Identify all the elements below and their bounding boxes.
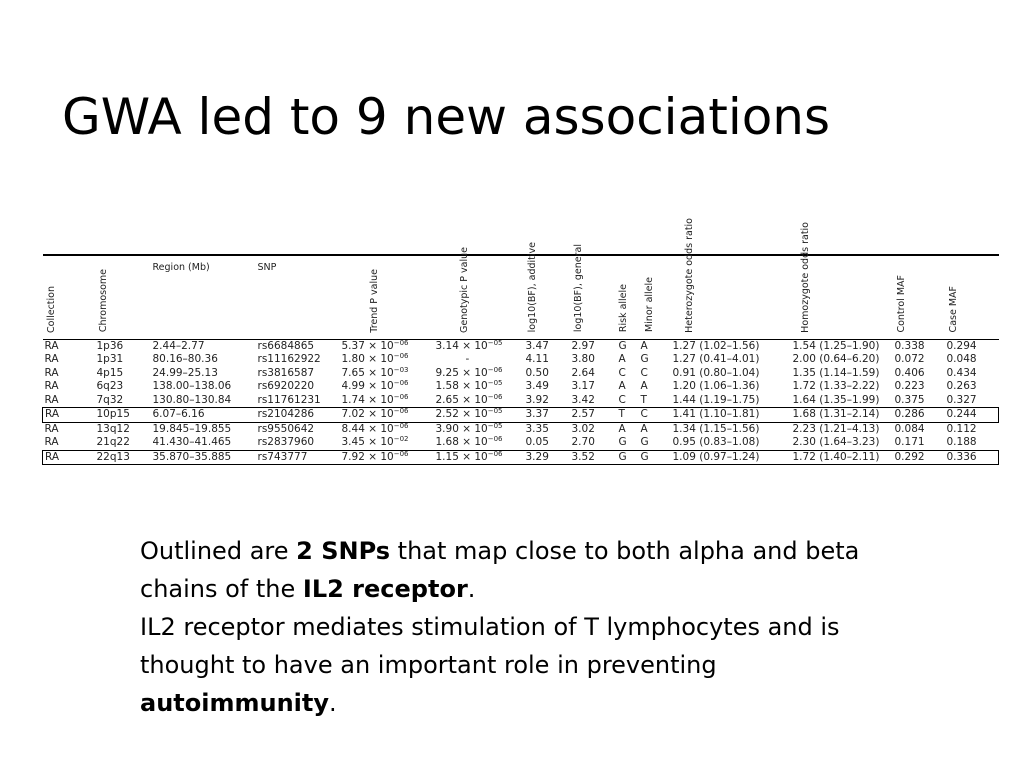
cell-het-or: 1.27 (0.41–4.01) <box>672 353 760 366</box>
cell-trend-p: $7.65 \times 10^{-03}$ <box>341 365 409 379</box>
cell-genotypic-p: - <box>465 353 470 366</box>
cell-bf-general: 3.17 <box>571 380 595 393</box>
cell-collection: RA <box>44 380 59 393</box>
cell-control-maf: 0.406 <box>894 366 925 379</box>
cell-trend-p: $3.45 \times 10^{-02}$ <box>341 435 409 449</box>
slide-body-text <box>140 532 900 722</box>
cell-risk-allele: G <box>617 450 639 465</box>
cell-region: 35.870–35.885 <box>151 450 256 465</box>
cell-case-maf: 0.327 <box>946 393 977 406</box>
cell-risk-allele: G <box>618 339 627 352</box>
col-header-bf-general: log10(BF), general <box>570 255 617 339</box>
cell-risk-allele: G <box>618 436 627 449</box>
cell-region: 6.07–6.16 <box>151 408 256 423</box>
cell-het-or: 0.91 (0.80–1.04) <box>672 366 760 379</box>
cell-collection: RA <box>44 353 59 366</box>
cell-genotypic-p: $1.15 \times 10^{-06}$ <box>434 450 524 465</box>
cell-bf-additive: 4.11 <box>525 353 549 366</box>
col-header-collection: Collection <box>43 255 95 339</box>
cell-control-maf: 0.223 <box>894 380 925 393</box>
cell-bf-general: 3.42 <box>571 393 595 406</box>
table-row <box>43 450 999 465</box>
cell-het-or: 1.34 (1.15–1.56) <box>672 422 760 435</box>
bold-2-snps: 2 SNPs <box>296 537 391 565</box>
cell-collection: RA <box>44 436 59 449</box>
cell-minor-allele: G <box>639 450 671 465</box>
table-row <box>43 408 999 423</box>
cell-genotypic-p: $2.65 \times 10^{-06}$ <box>435 392 503 406</box>
col-header-region: Region (Mb) <box>151 255 256 339</box>
table-row <box>43 353 999 367</box>
cell-hom-or: 1.35 (1.14–1.59) <box>792 366 880 379</box>
cell-risk-allele: C <box>618 366 626 379</box>
cell-bf-additive: 3.47 <box>525 339 549 352</box>
cell-control-maf: 0.286 <box>893 408 945 423</box>
cell-snp: rs2837960 <box>257 436 315 449</box>
col-header-genotypic-p: Genotypic P value <box>434 255 524 339</box>
cell-risk-allele: A <box>618 380 626 393</box>
cell-collection: RA <box>44 366 59 379</box>
cell-chromosome: 10p15 <box>95 408 151 423</box>
col-header-risk-allele: Risk allele <box>617 255 639 339</box>
cell-collection: RA <box>43 450 95 465</box>
cell-hom-or: 1.72 (1.40–2.11) <box>791 450 893 465</box>
cell-minor-allele: C <box>640 366 648 379</box>
table-row <box>43 339 999 353</box>
cell-hom-or: 2.23 (1.21–4.13) <box>792 422 880 435</box>
cell-case-maf: 0.244 <box>945 408 999 423</box>
cell-case-maf: 0.336 <box>945 450 999 465</box>
cell-trend-p: $7.02 \times 10^{-06}$ <box>340 408 434 423</box>
cell-hom-or: 1.64 (1.35–1.99) <box>792 393 880 406</box>
cell-bf-general: 2.57 <box>570 408 617 423</box>
cell-chromosome: 22q13 <box>95 450 151 465</box>
bold-autoimmunity: autoimmunity <box>140 689 329 717</box>
results-table <box>42 217 999 465</box>
gwas-results-table <box>42 217 998 494</box>
cell-hom-or: 1.54 (1.25–1.90) <box>792 339 880 352</box>
cell-bf-additive: 3.49 <box>525 380 549 393</box>
col-header-case-maf: Case MAF <box>945 255 999 339</box>
cell-chromosome: 6q23 <box>96 380 124 393</box>
cell-control-maf: 0.072 <box>894 353 925 366</box>
cell-collection: RA <box>43 408 95 423</box>
table-row <box>43 422 999 436</box>
cell-snp: rs3816587 <box>257 366 315 379</box>
cell-bf-additive: 3.29 <box>524 450 570 465</box>
cell-risk-allele: A <box>618 353 626 366</box>
cell-trend-p: $1.74 \times 10^{-06}$ <box>341 392 409 406</box>
cell-bf-general: 3.52 <box>570 450 617 465</box>
bold-il2-receptor: IL2 receptor <box>302 575 468 603</box>
cell-hom-or: 1.72 (1.33–2.22) <box>792 380 880 393</box>
cell-bf-additive: 3.37 <box>524 408 570 423</box>
cell-region: 138.00–138.06 <box>152 380 232 393</box>
cell-minor-allele: A <box>640 422 648 435</box>
table-row <box>43 394 999 408</box>
cell-genotypic-p: $1.68 \times 10^{-06}$ <box>435 435 503 449</box>
cell-case-maf: 0.294 <box>946 339 977 352</box>
cell-risk-allele: T <box>617 408 639 423</box>
cell-snp: rs2104286 <box>256 408 340 423</box>
table-row <box>43 367 999 381</box>
cell-het-or: 1.09 (0.97–1.24) <box>671 450 791 465</box>
cell-bf-additive: 3.35 <box>525 422 549 435</box>
col-header-minor-allele: Minor allele <box>639 255 671 339</box>
cell-snp: rs6920220 <box>257 380 315 393</box>
table-body <box>43 339 999 465</box>
cell-minor-allele: G <box>640 353 649 366</box>
body-paragraph-1: Outlined are 2 SNPs that map close to both alpha and beta chains of the IL2 receptor. <box>140 537 860 603</box>
cell-minor-allele: A <box>640 339 648 352</box>
cell-minor-allele: G <box>640 436 649 449</box>
cell-genotypic-p: $2.52 \times 10^{-05}$ <box>434 408 524 423</box>
cell-genotypic-p: $3.14 \times 10^{-05}$ <box>435 338 503 352</box>
cell-case-maf: 0.188 <box>946 436 977 449</box>
cell-bf-general: 2.64 <box>571 366 595 379</box>
col-header-hom-or: Homozygote odds ratio <box>791 255 893 339</box>
cell-snp: rs6684865 <box>257 339 315 352</box>
cell-het-or: 1.41 (1.10–1.81) <box>671 408 791 423</box>
cell-control-maf: 0.171 <box>894 436 925 449</box>
cell-control-maf: 0.292 <box>893 450 945 465</box>
cell-case-maf: 0.434 <box>946 366 977 379</box>
cell-bf-additive: 0.50 <box>525 366 549 379</box>
cell-bf-general: 2.97 <box>571 339 595 352</box>
cell-control-maf: 0.375 <box>894 393 925 406</box>
body-paragraph-2: IL2 receptor mediates stimulation of T lymphocytes and is thought to have an important role in preventing autoimmunity. <box>140 613 840 717</box>
cell-bf-additive: 0.05 <box>525 436 549 449</box>
cell-chromosome: 7q32 <box>96 393 124 406</box>
cell-region: 130.80–130.84 <box>152 393 232 406</box>
cell-hom-or: 2.30 (1.64–3.23) <box>792 436 880 449</box>
cell-region: 19.845–19.855 <box>152 422 232 435</box>
cell-snp: rs743777 <box>256 450 340 465</box>
cell-collection: RA <box>44 339 59 352</box>
cell-hom-or: 2.00 (0.64–6.20) <box>792 353 880 366</box>
cell-het-or: 0.95 (0.83–1.08) <box>672 436 760 449</box>
cell-het-or: 1.20 (1.06–1.36) <box>672 380 760 393</box>
table-row <box>43 380 999 394</box>
cell-minor-allele: T <box>640 393 647 406</box>
cell-trend-p: $8.44 \times 10^{-06}$ <box>341 421 409 435</box>
cell-case-maf: 0.112 <box>946 422 977 435</box>
cell-trend-p: $4.99 \times 10^{-06}$ <box>341 379 409 393</box>
cell-chromosome: 1p36 <box>96 339 124 352</box>
cell-region: 80.16–80.36 <box>152 353 218 366</box>
cell-trend-p: $5.37 \times 10^{-06}$ <box>341 338 409 352</box>
cell-risk-allele: A <box>618 422 626 435</box>
col-header-chromosome: Chromosome <box>95 255 151 339</box>
col-header-control-maf: Control MAF <box>893 255 945 339</box>
cell-trend-p: $7.92 \times 10^{-06}$ <box>340 450 434 465</box>
table-header-row <box>43 255 999 339</box>
cell-snp: rs11761231 <box>257 393 321 406</box>
cell-collection: RA <box>44 422 59 435</box>
cell-bf-general: 3.80 <box>571 353 595 366</box>
cell-het-or: 1.27 (1.02–1.56) <box>672 339 760 352</box>
col-header-het-or: Heterozygote odds ratio <box>671 255 791 339</box>
col-header-snp: SNP <box>256 255 340 339</box>
cell-bf-additive: 3.92 <box>525 393 549 406</box>
cell-case-maf: 0.048 <box>946 353 977 366</box>
cell-case-maf: 0.263 <box>946 380 977 393</box>
col-header-bf-additive: log10(BF), additive <box>524 255 570 339</box>
col-header-trend-p: Trend P value <box>340 255 434 339</box>
cell-genotypic-p: $3.90 \times 10^{-05}$ <box>435 421 503 435</box>
cell-snp: rs9550642 <box>257 422 315 435</box>
cell-region: 24.99–25.13 <box>152 366 218 379</box>
cell-chromosome: 13q12 <box>96 422 130 435</box>
cell-genotypic-p: $9.25 \times 10^{-06}$ <box>435 365 503 379</box>
cell-snp: rs11162922 <box>257 353 321 366</box>
cell-risk-allele: C <box>618 393 626 406</box>
slide-title: GWA led to 9 new associations <box>62 88 831 146</box>
cell-trend-p: $1.80 \times 10^{-06}$ <box>341 352 409 366</box>
cell-chromosome: 21q22 <box>96 436 130 449</box>
cell-chromosome: 4p15 <box>96 366 124 379</box>
cell-hom-or: 1.68 (1.31–2.14) <box>791 408 893 423</box>
cell-het-or: 1.44 (1.19–1.75) <box>672 393 760 406</box>
cell-collection: RA <box>44 393 59 406</box>
cell-region: 2.44–2.77 <box>152 339 205 352</box>
cell-control-maf: 0.338 <box>894 339 925 352</box>
cell-chromosome: 1p31 <box>96 353 124 366</box>
cell-minor-allele: A <box>640 380 648 393</box>
cell-bf-general: 3.02 <box>571 422 595 435</box>
cell-region: 41.430–41.465 <box>152 436 232 449</box>
cell-bf-general: 2.70 <box>571 436 595 449</box>
cell-control-maf: 0.084 <box>894 422 925 435</box>
table-row <box>43 436 999 450</box>
cell-genotypic-p: $1.58 \times 10^{-05}$ <box>435 379 503 393</box>
cell-minor-allele: C <box>639 408 671 423</box>
